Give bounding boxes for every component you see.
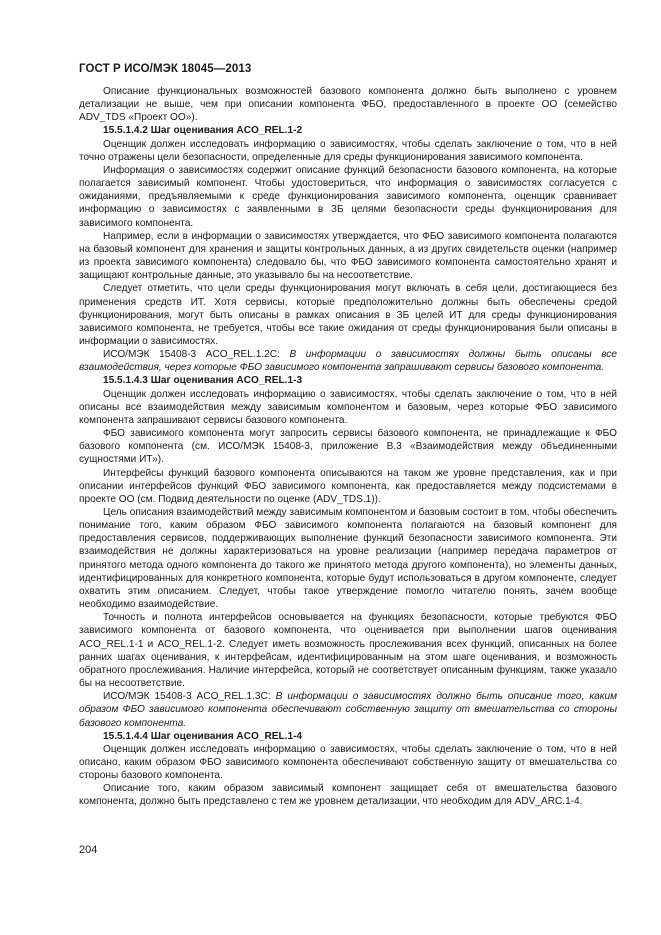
note-reference: ИСО/МЭК 15408-3 ACO_REL.1.3C: xyxy=(103,691,276,703)
paragraph: Точность и полнота интерфейсов основывается на функциях безопасности, которые требуются ФБО зависимого компонента от базового компонента, что оценивается при выполнении шагов оценивания ACO_REL.1-1 и ACO_REL.1-2. Следует иметь возможность прослеживания всех функций, описанных на более ранних шагах оценивания, к интерфейсам, идентифицированным на этом шаге оценивания, и возможность обратного прослеживания. Наличие интерфейса, который не соответствует описанным функциям, также указало бы на несоответствие. xyxy=(79,612,617,690)
note-requirement-text: В информации о зависимостях должны быть описаны все взаимодействия, через которые ФБО зависимого компонента запрашивают сервисы базового компонента. xyxy=(79,349,618,374)
paragraph: Описание того, каким образом зависимый компонент защищает себя от вмешательства базового компонента, должно быть представлено с тем же уровнем детализации, что необходим для ADV_ARC.1-4. xyxy=(79,783,617,808)
paragraph: Следует отметить, что цели среды функционирования могут включать в себя цели, достигающиеся без применения средств ИТ. Хотя сервисы, которые предположительно должны быть обеспечены средой функционирования, могут быть описаны в рамках описания в ЗБ целей ИТ для среды функционирования зависимого компонента, не требуется, чтобы все такие ожидания от среды функционирования были описаны в информации о зависимостях. xyxy=(79,283,617,347)
paragraph: Оценщик должен исследовать информацию о зависимостях, чтобы сделать заключение о том, что в ней описаны все взаимодействия между зависимым компонентом и базовым, через которые ФБО зависимого компонента запрашивают сервисы базового компонента. xyxy=(79,388,617,426)
note-requirement-text: В информации о зависимостях должно быть описание того, каким образом ФБО зависимого компонента обеспечивают собственную защиту от вмешательства со стороны базового компонента. xyxy=(79,691,618,729)
paragraph: Оценщик должен исследовать информацию о зависимостях, чтобы сделать заключение о том, что в ней описано, каким образом ФБО зависимого компонента обеспечивают собственную защиту от вмешательства со стороны базового компонента. xyxy=(79,743,617,782)
page-header-title: ГОСТ Р ИСО/МЭК 18045—2013 xyxy=(79,63,252,75)
document-body xyxy=(79,85,617,809)
section-heading: 15.5.1.4.3 Шаг оценивания ACO_REL.1-3 xyxy=(103,375,303,387)
page-number: 204 xyxy=(79,844,98,856)
note-reference: ИСО/МЭК 15408-3 ACO_REL.1.2C: xyxy=(103,349,290,361)
standard-requirement-note xyxy=(79,690,617,729)
paragraph: Информация о зависимостях содержит описание функций безопасности базового компонента, на которые полагается зависимый компонент. Чтобы удостовериться, что информация о зависимостях согласуется с ожиданиями, предъявляемыми к среде функционирования зависимого компонента, оценщик сравнивает информацию о зависимостях с заявленными в ЗБ целями безопасности среды функционирования для зависимого компонента. xyxy=(79,164,617,229)
paragraph: Цель описания взаимодействий между зависимым компонентом и базовым состоит в том, чтобы обеспечить понимание того, каким образом ФБО зависимого компонента полагаются на базовый компонент для предоставления сервисов, поддерживающих выполнение функций безопасности зависимого компонента. Эти взаимодействия не должны характеризоваться на уровне реализации (например передача параметров от принятого метода одного компонента до такого же принятого метода другого компонента), но элементы данных, идентифицированных для конкретного компонента, которые будут использоваться в другом компоненте, следует охватить этим описанием. Следует, чтобы такое утверждение помогло читателю понять, зачем вообще необходимо взаимодействие. xyxy=(79,507,617,611)
paragraph: Интерфейсы функций базового компонента описываются на таком же уровне представления, как и при описании интерфейсов функций ФБО зависимого компонента, как предоставляется между подсистемами в проекте ОО (см. Подвид деятельности по оценке (ADV_TDS.1)). xyxy=(79,467,617,505)
section-heading: 15.5.1.4.4 Шаг оценивания ACO_REL.1-4 xyxy=(103,730,303,742)
paragraph: ФБО зависимого компонента могут запросить сервисы базового компонента, не принадлежащие к ФБО базового компонента (см. ИСО/МЭК 15408-3, приложение B.3 «Взаимодействия между объединенными сущностями ИТ»). xyxy=(79,428,617,466)
standard-requirement-note xyxy=(79,348,617,374)
paragraph: Описание функциональных возможностей базового компонента должно быть выполнено с уровнем детализации не выше, чем при описании компонента ФБО, предоставленного в проекте ОО (семейство ADV_TDS «Проект ОО»). xyxy=(79,86,617,124)
paragraph: Оценщик должен исследовать информацию о зависимостях, чтобы сделать заключение о том, что в ней точно отражены цели безопасности, определенные для среды функционирования зависимого компонента. xyxy=(79,138,617,163)
section-heading: 15.5.1.4.2 Шаг оценивания ACO_REL.1-2 xyxy=(103,125,303,137)
paragraph: Например, если в информации о зависимостях утверждается, что ФБО зависимого компонента полагаются на базовый компонент для хранения и защиты контрольных данных, а из других свидетельств оценки (например из проекта зависимого компонента) следовало бы, что ФБО зависимого компонента самостоятельно хранят и защищают контрольные данные, это указывало бы на несоответствие. xyxy=(79,230,617,282)
